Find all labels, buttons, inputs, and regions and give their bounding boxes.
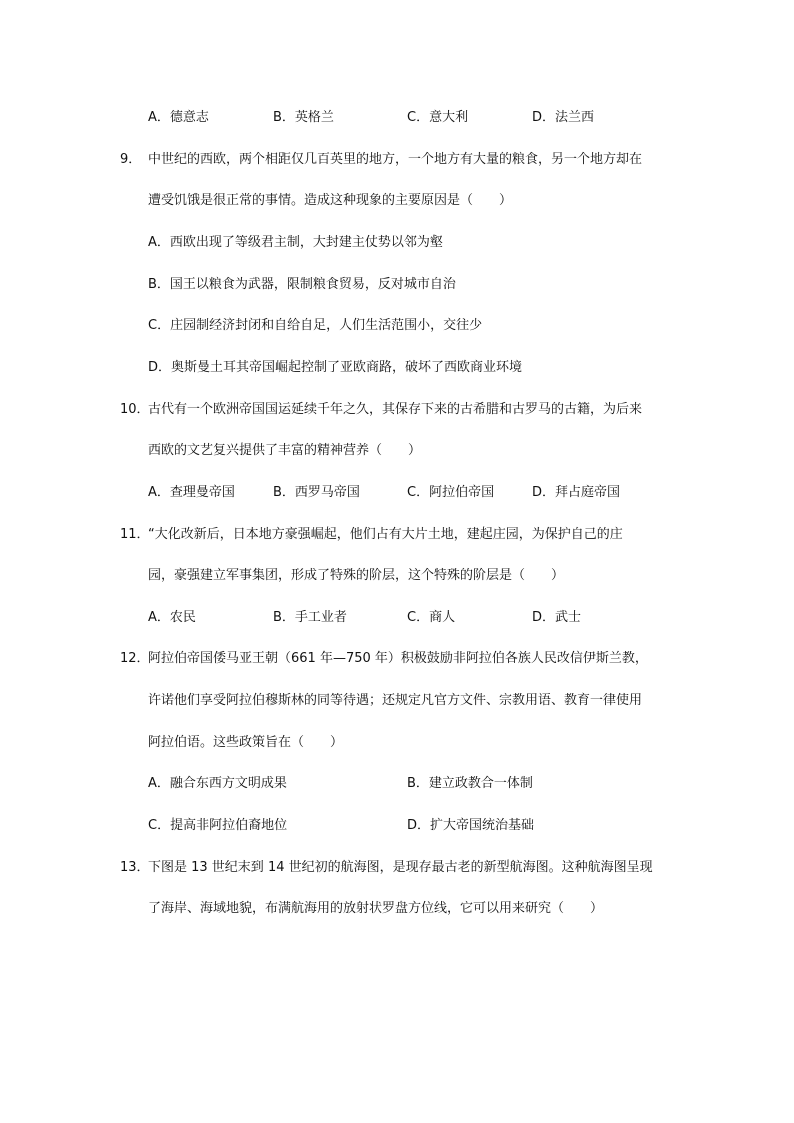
q13-number: 13．	[120, 860, 150, 875]
q10-stem-line-2: 西欧的文艺复兴提供了丰富的精神营养（ ）	[148, 443, 422, 458]
q9-stem-line-1: 中世纪的西欧，两个相距仅几百英里的地方，一个地方有大量的粮食，另一个地方却在	[148, 152, 643, 167]
q10-option-d[interactable]: D．拜占庭帝国	[532, 485, 621, 500]
q8-option-c[interactable]: C．意大利	[407, 110, 469, 125]
q8-option-d[interactable]: D．法兰西	[532, 110, 595, 125]
q8-option-b[interactable]: B．英格兰	[273, 110, 334, 125]
q9-number: 9．	[120, 152, 142, 167]
q11-number: 11．	[120, 527, 150, 542]
q10-option-c[interactable]: C．阿拉伯帝国	[407, 485, 495, 500]
q12-number: 12．	[120, 651, 150, 666]
q12-option-c[interactable]: C．提高非阿拉伯裔地位	[148, 818, 288, 833]
q12-option-b[interactable]: B．建立政教合一体制	[407, 776, 533, 791]
q12-option-a[interactable]: A．融合东西方文明成果	[148, 776, 287, 791]
q10-stem-line-1: 古代有一个欧洲帝国国运延续千年之久，其保存下来的古希腊和古罗马的古籍，为后来	[148, 402, 643, 417]
q12-stem-line-3: 阿拉伯语。这些政策旨在（ ）	[148, 735, 344, 750]
q11-option-d[interactable]: D．武士	[532, 610, 582, 625]
q10-option-a[interactable]: A．查理曼帝国	[148, 485, 235, 500]
q11-stem-line-1: “大化改新后，日本地方豪强崛起，他们占有大片土地，建起庄园，为保护自己的庄	[148, 527, 623, 542]
q11-option-b[interactable]: B．手工业者	[273, 610, 347, 625]
q9-option-c[interactable]: C．庄园制经济封闭和自给自足，人们生活范围小，交往少	[148, 318, 483, 333]
q9-option-a[interactable]: A．西欧出现了等级君主制，大封建主仗势以邻为壑	[148, 235, 443, 250]
q10-option-b[interactable]: B．西罗马帝国	[273, 485, 360, 500]
q11-option-c[interactable]: C．商人	[407, 610, 456, 625]
q9-option-d[interactable]: D．奥斯曼土耳其帝国崛起控制了亚欧商路，破坏了西欧商业环境	[148, 360, 523, 375]
q10-number: 10．	[120, 402, 150, 417]
q12-stem-line-1: 阿拉伯帝国倭马亚王朝（661 年—750 年）积极鼓励非阿拉伯各族人民改信伊斯兰教，	[148, 651, 648, 666]
q9-option-b[interactable]: B．国王以粮食为武器，限制粮食贸易，反对城市自治	[148, 277, 456, 292]
q11-option-a[interactable]: A．农民	[148, 610, 196, 625]
q13-stem-line-1: 下图是 13 世纪末到 14 世纪初的航海图，是现存最古老的新型航海图。这种航海图呈现	[148, 860, 653, 875]
q12-option-d[interactable]: D．扩大帝国统治基础	[407, 818, 535, 833]
q11-stem-line-2: 园，豪强建立军事集团，形成了特殊的阶层，这个特殊的阶层是（ ）	[148, 568, 565, 583]
q13-stem-line-2: 了海岸、海域地貌，布满航海用的放射状罗盘方位线，它可以用来研究（ ）	[148, 901, 604, 916]
q12-stem-line-2: 许诺他们享受阿拉伯穆斯林的同等待遇；还规定凡官方文件、宗教用语、教育一律使用	[148, 693, 643, 708]
q9-stem-line-2: 遭受饥饿是很正常的事情。造成这种现象的主要原因是（ ）	[148, 193, 513, 208]
q8-option-a[interactable]: A．德意志	[148, 110, 209, 125]
